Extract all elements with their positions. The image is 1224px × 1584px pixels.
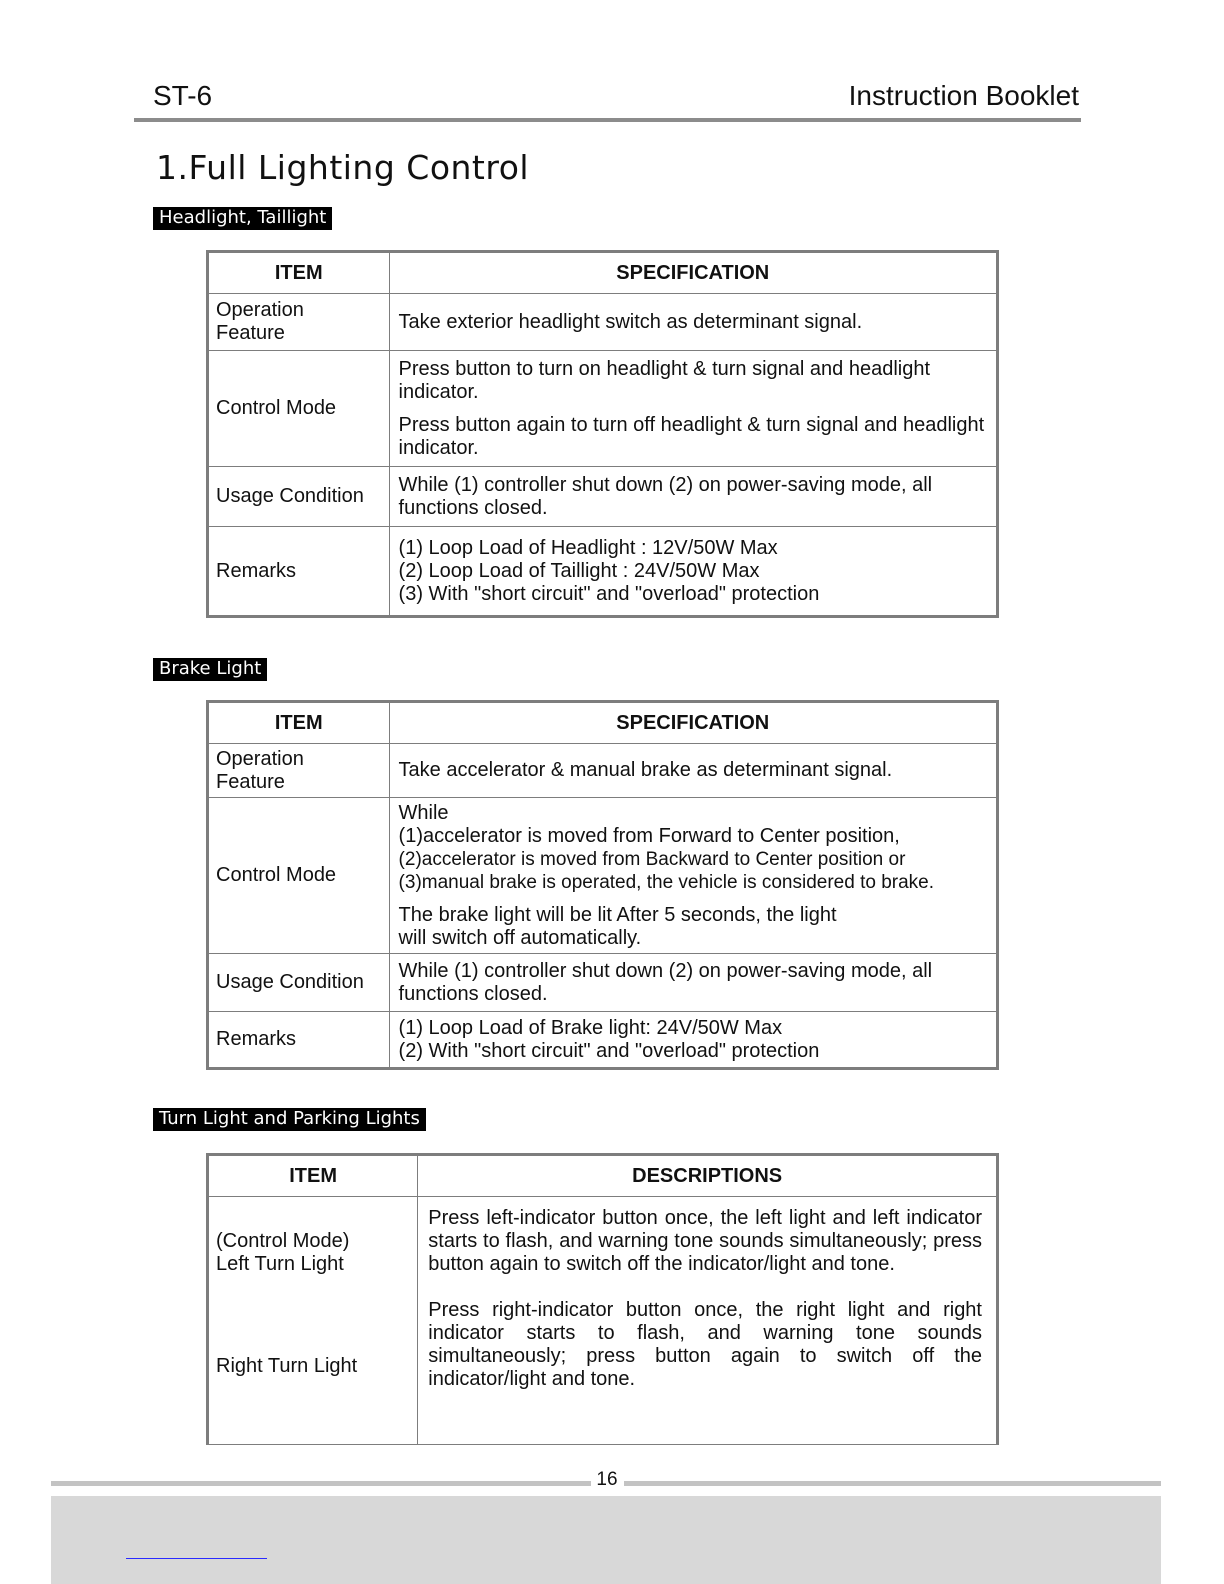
tag-brake-light: Brake Light [153, 658, 267, 681]
item-cell [208, 744, 390, 798]
header-model: ST-6 [153, 80, 213, 111]
item-label: Remarks [216, 1028, 297, 1050]
table-row [208, 798, 998, 954]
footer-band [51, 1496, 1161, 1584]
tag-turn-parking-lights: Turn Light and Parking Lights [153, 1108, 426, 1131]
table-row [208, 954, 998, 1012]
spec-text: While (1) controller shut down (2) on power-saving mode, all functions closed. [398, 959, 933, 1005]
item-cell [208, 351, 390, 467]
footer-link-underline[interactable] [126, 1558, 267, 1559]
item-label: Operation [216, 747, 304, 770]
item-label: Feature [216, 770, 285, 793]
table-row [208, 744, 998, 798]
spec-line: (3)manual brake is operated, the vehicle is considered to brake. [398, 871, 935, 893]
spec-cell [389, 294, 997, 351]
spec-line: (1) Loop Load of Brake light: 24V/50W Max [398, 1016, 783, 1039]
headlight-spec-table [206, 250, 999, 618]
spec-line: (3) With "short circuit" and "overload" protection [398, 582, 820, 605]
header-doc-title: Instruction Booklet [848, 80, 1079, 111]
item-label: Usage Condition [216, 485, 364, 507]
section-title: 1.Full Lighting Control [156, 148, 530, 187]
spec-text: Press button to turn on headlight & turn signal and headlight indicator. [398, 357, 931, 403]
table-row [208, 527, 998, 617]
item-label: Usage Condition [216, 971, 364, 993]
item-cell [208, 1197, 418, 1445]
tag-headlight-taillight: Headlight, Taillight [153, 207, 332, 230]
page-number: 16 [596, 1469, 618, 1490]
table-header-row [208, 702, 998, 744]
spec-cell [389, 351, 997, 467]
spec-line: will switch off automatically. [398, 926, 642, 949]
item-label: Right Turn Light [216, 1355, 358, 1377]
spec-text: Take accelerator & manual brake as determinant signal. [398, 759, 893, 781]
column-header-item: ITEM [208, 702, 390, 744]
spec-cell [389, 1012, 997, 1069]
spec-cell [389, 467, 997, 527]
item-label: Operation [216, 299, 304, 321]
column-header-item: ITEM [208, 252, 390, 294]
spec-line: The brake light will be lit After 5 seconds, the light [398, 903, 837, 926]
spec-line: (2) Loop Load of Taillight : 24V/50W Max [398, 559, 760, 582]
item-label: Left Turn Light [216, 1253, 344, 1275]
table-header-row [208, 252, 998, 294]
item-label: Feature [216, 322, 285, 344]
spec-cell [418, 1197, 998, 1445]
footer-rule-left [51, 1481, 591, 1486]
spec-line: (2) With "short circuit" and "overload" protection [398, 1039, 820, 1062]
item-label: Control Mode [216, 864, 337, 886]
column-header-descriptions: DESCRIPTIONS [418, 1155, 998, 1197]
item-cell [208, 467, 390, 527]
item-label: (Control Mode) [216, 1230, 350, 1252]
spec-text: Take exterior headlight switch as determinant signal. [398, 310, 863, 333]
table-row [208, 294, 998, 351]
column-header-specification: SPECIFICATION [389, 702, 997, 744]
spec-cell [389, 527, 997, 617]
spec-cell [389, 954, 997, 1012]
header-rule [134, 118, 1081, 122]
table-header-row [208, 1155, 998, 1197]
brake-spec-table [206, 700, 999, 1070]
table-row [208, 467, 998, 527]
footer-rule-right [624, 1481, 1161, 1486]
column-header-item: ITEM [208, 1155, 418, 1197]
spec-line: (1)accelerator is moved from Forward to Center position, [398, 824, 900, 847]
description-left-turn: Press left-indicator button once, the left light and left indicator starts to flash, and warning tone sounds simultaneously; press button again to switch off the indicator/light and tone. [428, 1207, 982, 1275]
spec-line: While [398, 801, 449, 824]
item-cell [208, 798, 390, 954]
spec-cell [389, 798, 997, 954]
turn-light-desc-table [206, 1153, 999, 1445]
spec-text: Press button again to turn off headlight & turn signal and headlight indicator. [398, 413, 985, 459]
item-label: Control Mode [216, 397, 337, 419]
description-right-turn: Press right-indicator button once, the right light and right indicator starts to flash, and warning tone sounds simultaneously; press button again to switch off the indicator/light and tone. [428, 1299, 982, 1390]
item-cell [208, 954, 390, 1012]
spec-text: While (1) controller shut down (2) on power-saving mode, all functions closed. [398, 473, 933, 519]
table-row [208, 1012, 998, 1069]
table-row [208, 1197, 998, 1445]
item-cell [208, 527, 390, 617]
column-header-specification: SPECIFICATION [389, 252, 997, 294]
spec-line: (1) Loop Load of Headlight : 12V/50W Max [398, 536, 778, 559]
table-row [208, 351, 998, 467]
spec-cell [389, 744, 997, 798]
item-cell [208, 1012, 390, 1069]
item-label: Remarks [216, 559, 297, 582]
spec-line: (2)accelerator is moved from Backward to Center position or [398, 848, 906, 870]
item-cell [208, 294, 390, 351]
